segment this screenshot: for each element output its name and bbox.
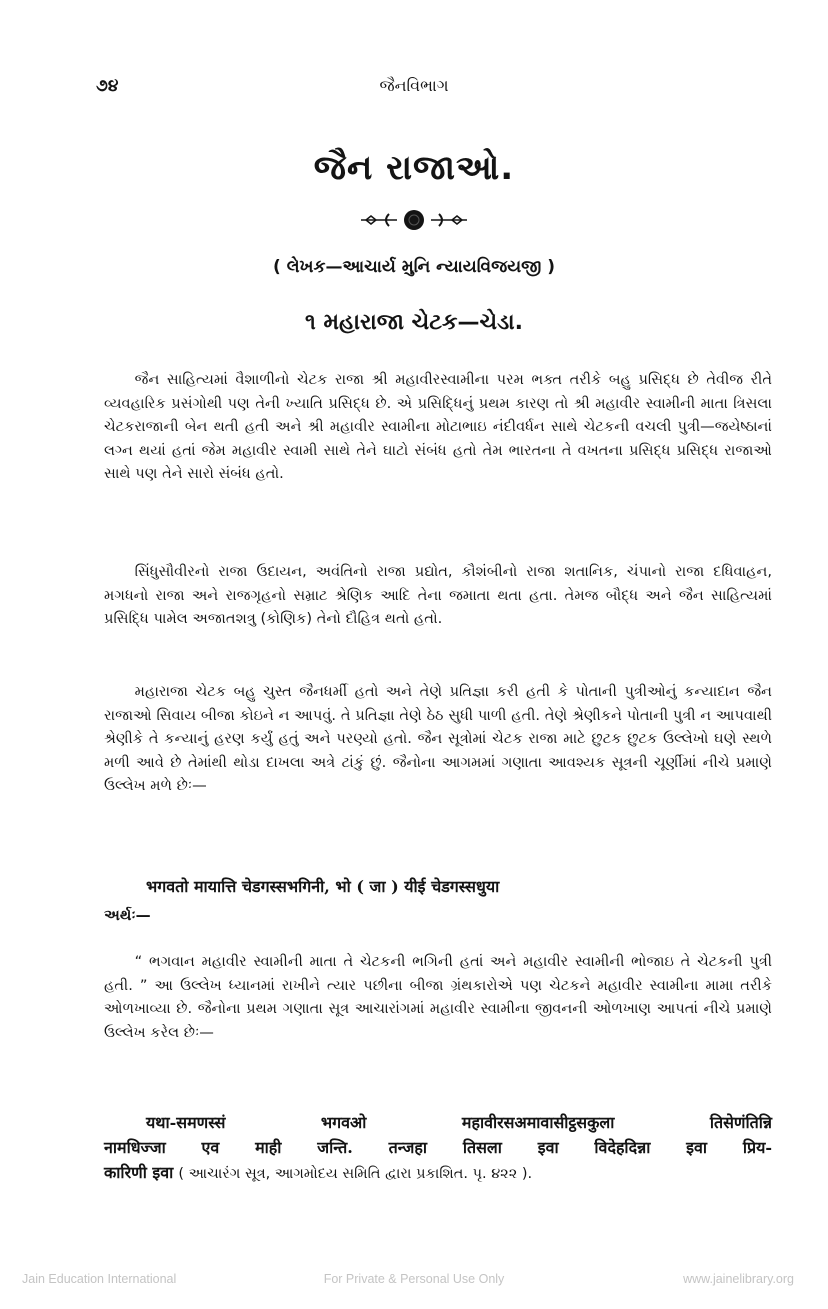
paragraph-3 (104, 680, 772, 798)
paragraph-text: “ ભગવાન મહાવીર સ્વામીની માતા તે ચેટકની ભગિની હતાં અને મહાવીર સ્વામીની ભોજાઇ તે ચેટકની પુત્રી હતી. ” આ ઉલ્લેખ ધ્યાનમાં રાખીને ત્યાર પછીના બીજા ગ્રંથકારોએ પણ ચેટકને મહાવીર સ્વામીના મામા તરીકે ઓળખાવ્યા છે. જૈનોના પ્રથમ ગણાતા સૂત્ર આચારાંગમાં મહાવીર સ્વામીના જીવનની ઓળખાણ આપતાં નીચે પ્રમાણે ઉલ્લેખ કરેલ છેઃ— (104, 953, 772, 1041)
chapter-heading: ૧ મહારાજા ચેટક—ચેડા. (305, 310, 523, 335)
acharanga-quote (104, 1110, 772, 1187)
footer-website: www.jainelibrary.org (683, 1272, 794, 1286)
paragraph-4 (104, 950, 772, 1044)
quote-line-3-text: कारिणी इवा (104, 1163, 174, 1182)
running-head (96, 76, 732, 100)
footer (0, 1272, 828, 1290)
quote-line-3 (104, 1160, 772, 1187)
paragraph-text: મહારાજા ચેટક બહુ ચુસ્ત જૈનધર્મી હતો અને તેણે પ્રતિજ્ઞા કરી હતી કે પોતાની પુત્રીઓનું કન્યાદાન જૈન રાજાઓ સિવાય બીજા કોઇને ન આપવું. તે પ્રતિજ્ઞા તેણે ઠેઠ સુધી પાળી હતી. તેણે શ્રેણીકને પોતાની પુત્રી ન આપવાથી શ્રેણીકે તે કન્યાનું હરણ કર્યું હતું અને પરણ્યો હતો. જૈન સૂત્રોમાં ચેટક રાજા માટે છુટક છુટક ઉલ્લેખો ઘણે સ્થળે મળી આવે છે તેમાંથી થોડા દાખલા અત્રે ટાંકું છું. જૈનોના આગમમાં ગણાતા આવશ્યક સૂત્રની ચૂર્ણીમાં નીચે પ્રમાણે ઉલ્લેખ મળે છેઃ— (104, 683, 772, 794)
flourish-icon (359, 209, 469, 231)
paragraph-text: જૈન સાહિત્યમાં વૈશાળીનો ચેટક રાજા શ્રી મહાવીરસ્વામીના પરમ ભક્ત તરીકે બહુ પ્રસિદ્ધ છે તેવીજ રીતે વ્યવહારિક પ્રસંગોથી પણ તેની ખ્યાતિ પ્રસિદ્ધ છે. એ પ્રસિદ્ધિનું પ્રથમ કારણ તો શ્રી મહાવીર સ્વામીની માતા ત્રિસલા ચેટકરાજાની બેન થતી હતી અને શ્રી મહાવીર સ્વામીના મોટાભાઇ નંદીવર્ધન સાથે ચેટકની વચલી પુત્રી—જયેષ્ઠાનાં લગ્ન થયાં હતાં જેમ મહાવીર સ્વામી સાથે તેને ઘાટો સંબંધ હતો તેમ ભારતના તે વખતના પ્રસિદ્ધ પ્રસિદ્ધ રાજાઓ સાથે પણ તેને સારો સંબંધ હતો. (104, 371, 772, 482)
quote-line-2: नामधिज्जा एव माही जन्ति. तन्जहा तिसला इवा विदेहदिन्ना इवा प्रिय- (104, 1138, 772, 1157)
footer-usage-note: For Private & Personal Use Only (323, 1272, 505, 1286)
quote-line-1: यथा-समणस्सं भगवओ महावीरसअमावासीट्ठसकुला तिसेणंतिन्नि (146, 1113, 772, 1132)
footer-publisher: Jain Education International (22, 1272, 177, 1286)
paragraph-text: સિંધુસૌવીરનો રાજા ઉદાયન, અવંતિનો રાજા પ્રદ્યોત, કૌશંબીનો રાજા શતાનિક, ચંપાનો રાજા દધિવાહન, મગધનો રાજા અને રાજગૃહનો સમ્રાટ શ્રેણિક આદિ તેના જમાતા થતા હતા. તેમજ બૌદ્ધ અને જૈન સાહિત્યમાં પ્રસિદ્ધિ પામેલ અજાતશત્રુ (કોણિક) તેનો દૌહિત્ર થતો હતો. (104, 563, 772, 627)
citation: ( આચારંગ સૂત્ર, આગમોદય સમિતિ દ્વારા પ્રકાશિત. પૃ. ૪૨૨ ). (178, 1166, 533, 1182)
paragraph-1 (104, 368, 772, 486)
article-title: જૈન રાજાઓ. (313, 148, 515, 188)
prakrit-quote: भगवतो मायात्ति चेडगस्सभगिनी, भो ( जा ) यीई चेडगस्सधुया (146, 877, 500, 896)
page-number: ૭૪ (96, 76, 119, 96)
paragraph-2 (104, 560, 772, 631)
author-byline: ( લેખક—આચાર્ય મુનિ ન્યાયવિજયજી ) (273, 257, 555, 277)
section-name: જૈનવિભાગ (379, 76, 449, 95)
ornament-divider-icon (0, 208, 828, 232)
meaning-label: અર્થઃ— (104, 906, 151, 924)
